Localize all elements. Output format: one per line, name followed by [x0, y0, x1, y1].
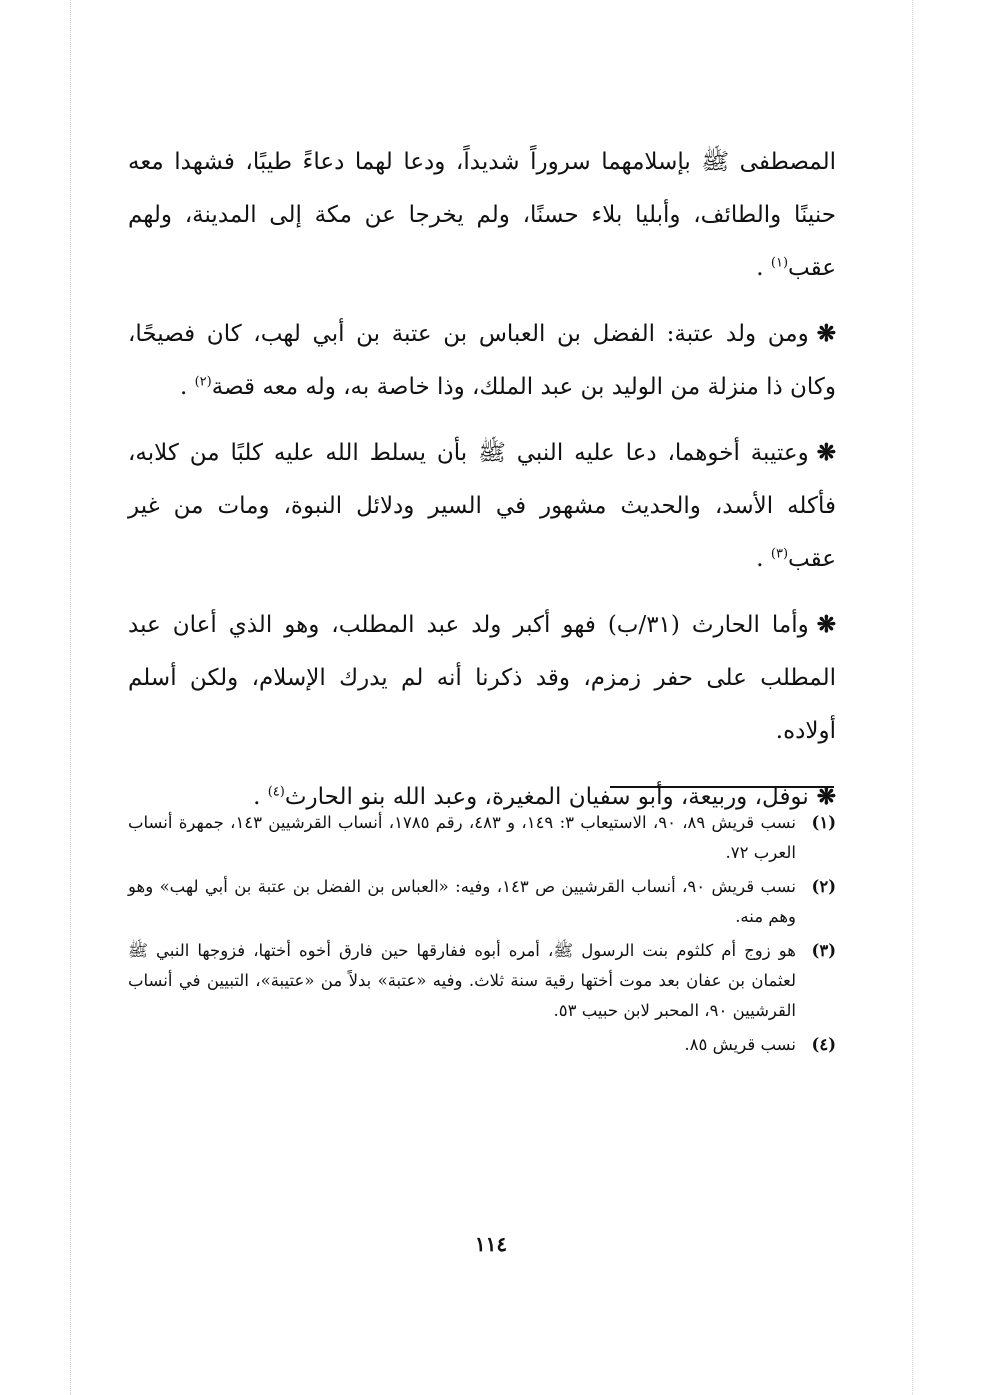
- scan-edge-left: [70, 0, 71, 1395]
- paragraph-end: .: [179, 374, 195, 400]
- paragraph-text: وأما الحارث (٣١/ب) فهو أكبر ولد عبد المطلب، وهو الذي أعان عبد المطلب على حفر زمزم، وقد ذكرنا أنه لم يدرك الإسلام، ولكن أسلم أولاده.: [128, 612, 836, 744]
- footnote-number: (٣): [811, 941, 836, 960]
- footnote-ref[interactable]: (٣): [770, 546, 789, 562]
- paragraph-1: [128, 136, 836, 295]
- footnote-ref[interactable]: (١): [770, 255, 789, 271]
- paragraph-text: نوفل، وربيعة، وأبو سفيان المغيرة، وعبد الله بنو الحارث: [284, 784, 809, 810]
- footnote-divider: [610, 786, 834, 788]
- asterisk-bullet-icon: ❋: [816, 439, 836, 466]
- footnote-number: (١): [811, 813, 836, 832]
- asterisk-bullet-icon: ❋: [816, 320, 836, 347]
- asterisk-bullet-icon: ❋: [816, 783, 836, 810]
- footnote-text: نسب قريش ٨٥.: [684, 1035, 796, 1054]
- footnote-2: [128, 872, 836, 932]
- paragraph-end: .: [756, 546, 771, 572]
- paragraph-end: .: [756, 255, 771, 281]
- paragraph-4: [128, 598, 836, 758]
- paragraph-text: المصطفى ﷺ بإسلامهما سروراً شديداً، ودعا لهما دعاءً طيبًا، فشهدا معه حنينًا والطائف، وأبليا بلاء حسنًا، ولم يخرجا عن مكة إلى المدينة، ولهم عقب: [128, 149, 836, 281]
- paragraph-end: .: [253, 784, 268, 810]
- paragraph-2: [128, 307, 836, 414]
- footnote-text: نسب قريش ٨٩، ٩٠، الاستيعاب ٣: ١٤٩، و ٤٨٣، رقم ١٧٨٥، أنساب القرشيين ١٤٣، جمهرة أنساب العرب ٧٢.: [128, 813, 796, 862]
- footnote-4: [128, 1030, 836, 1060]
- footnote-1: [128, 808, 836, 868]
- footnote-ref[interactable]: (٤): [267, 784, 285, 800]
- main-text: [128, 136, 836, 836]
- page-number: ١١٤: [474, 1232, 508, 1256]
- footnote-3: [128, 936, 836, 1026]
- footnote-text: نسب قريش ٩٠، أنساب القرشيين ص ١٤٣، وفيه: «العباس بن الفضل بن عتبة بن أبي لهب» وهو وهم منه.: [128, 877, 796, 926]
- footnote-text: هو زوج أم كلثوم بنت الرسول ﷺ، أمره أبوه ففارقها حين فارق أخوه أختها، فزوجها النبي ﷺ لعثمان بن عفان بعد موت أختها رقية سنة ثلاث. وفيه «عتبة» بدلاً من «عتيبة»، التبيين في أنساب القرشيين ٩٠، المحبر لابن حبيب ٥٣.: [128, 941, 796, 1020]
- footnote-number: (٢): [811, 877, 836, 896]
- asterisk-bullet-icon: ❋: [816, 611, 836, 638]
- footnote-number: (٤): [811, 1035, 836, 1054]
- scan-edge-right: [912, 0, 913, 1395]
- footnotes-section: [128, 808, 836, 1064]
- paragraph-text: وعتيبة أخوهما، دعا عليه النبي ﷺ بأن يسلط الله عليه كلبًا من كلابه، فأكله الأسد، والحديث مشهور في السير ودلائل النبوة، ومات من غير عقب: [128, 440, 836, 572]
- paragraph-text: ومن ولد عتبة: الفضل بن العباس بن عتبة بن أبي لهب، كان فصيحًا، وكان ذا منزلة من الوليد بن عبد الملك، وذا خاصة به، وله معه قصة: [128, 321, 836, 400]
- paragraph-3: [128, 426, 836, 586]
- footnote-ref[interactable]: (٢): [194, 374, 212, 390]
